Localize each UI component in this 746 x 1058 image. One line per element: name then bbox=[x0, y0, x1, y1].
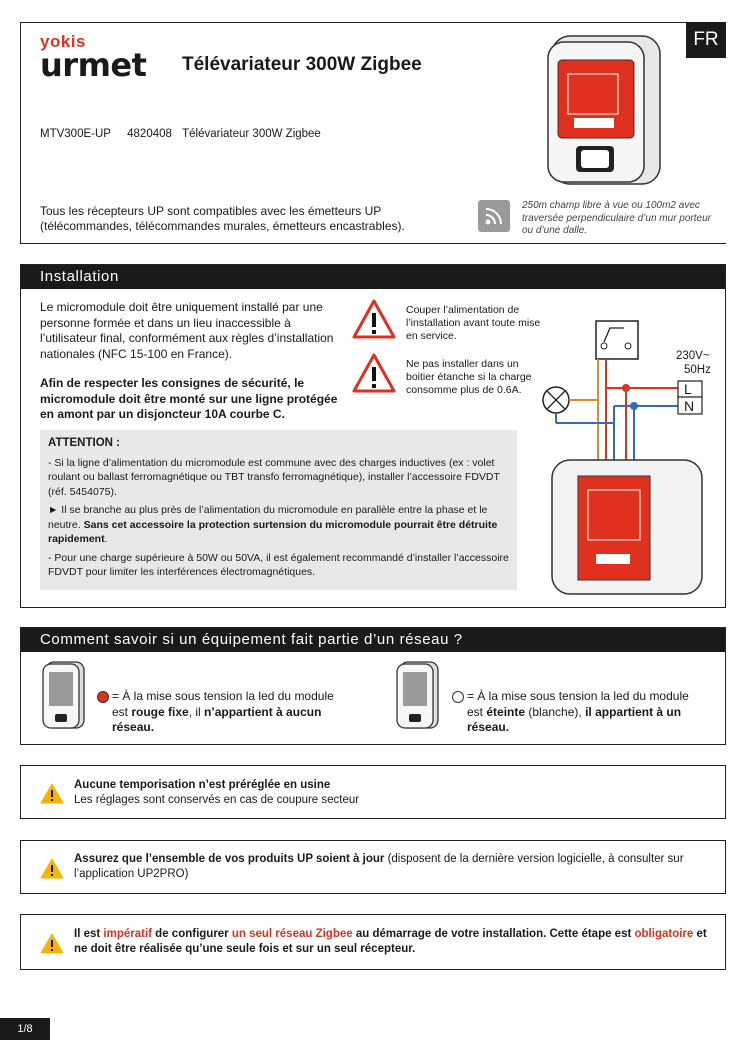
compat-text: Tous les récepteurs UP sont compatibles avec les émetteurs UP (télécommandes, télécommandes murales, émetteurs encastrables). bbox=[40, 204, 405, 233]
neutral-label: N bbox=[684, 398, 695, 414]
warning-triangle-icon bbox=[351, 352, 397, 394]
attention-p1: - Si la ligne d’alimentation du micromodule est commune avec des charges inductives (ex : volet roulant ou ballast ferromagnétique ou TBT transfo ferromagnétique), installer l’accessoire FDVDT (réf. 5454075). bbox=[48, 456, 500, 498]
caution-icon bbox=[40, 933, 64, 954]
wireless-icon bbox=[478, 200, 510, 232]
network-heading: Comment savoir si un équipement fait partie d’un réseau ? bbox=[21, 628, 725, 652]
note-3-f: obligatoire bbox=[634, 928, 694, 940]
product-line bbox=[40, 127, 321, 142]
lang-tag: FR bbox=[686, 22, 726, 58]
frequency-label: 50Hz bbox=[684, 364, 711, 376]
led-off-indicator bbox=[452, 691, 464, 703]
caution-icon bbox=[40, 858, 64, 879]
network-left-b: rouge fixe bbox=[131, 704, 189, 719]
brand-logo bbox=[40, 32, 147, 84]
line-label: L bbox=[684, 381, 692, 397]
installation-intro: Le micromodule doit être uniquement installé par une personne formée et dans un lieu inaccessible à l’utilisateur final, conformément aux règles d’installation nationales (NFC 15-100 en France). bbox=[40, 300, 334, 361]
note-3-c: de configurer bbox=[151, 928, 232, 940]
network-left-text bbox=[112, 689, 348, 736]
note-3-text bbox=[74, 927, 714, 957]
network-right-text bbox=[467, 689, 707, 736]
attention-p2 bbox=[48, 503, 509, 547]
attention-p2-text: ► Il se branche au plus près de l’alimentation du micromodule en parallèle entre la phase et le neutre. bbox=[48, 504, 488, 531]
module-image bbox=[42, 660, 86, 730]
caution-icon bbox=[40, 783, 64, 804]
led-red-indicator bbox=[97, 691, 109, 703]
module-image bbox=[396, 660, 440, 730]
network-left-c: , il bbox=[188, 704, 205, 719]
product-ref: MTV300E-UP bbox=[40, 128, 111, 140]
warning-1: Couper l’alimentation de l’installation avant toute mise en service. bbox=[406, 304, 541, 342]
voltage-label: 230V~ bbox=[676, 350, 710, 362]
note-1-text bbox=[74, 778, 359, 808]
attention-p3: - Pour une charge supérieure à 50W ou 50VA, il est également recommandé d’installer l’accessoire FDVDT pour limiter les interférences électromagnétiques. bbox=[48, 551, 509, 578]
note-3-e: au démarrage de votre installation. Cette étape est bbox=[352, 928, 635, 940]
brand-bottom: urmet bbox=[40, 46, 147, 84]
warning-triangle-icon bbox=[351, 298, 397, 340]
network-left-d: n’appartient à aucun réseau. bbox=[112, 704, 322, 734]
note-3-a: Il est bbox=[74, 928, 104, 940]
note-2-body: (disposent de la dernière version logicielle, à consulter sur l’application UP2PRO) bbox=[74, 853, 684, 880]
network-left-a: = À la mise sous tension la led du module est bbox=[112, 689, 334, 719]
note-3-b: impératif bbox=[103, 928, 152, 940]
attention-title: ATTENTION : bbox=[48, 437, 120, 449]
range-text: 250m champ libre à vue ou 100m2 avec traversée perpendiculaire d’un mur porteur ou d’une dalle. bbox=[522, 200, 711, 236]
note-2-text bbox=[74, 852, 714, 882]
page-number: 1/8 bbox=[0, 1018, 50, 1040]
product-name: Télévariateur 300W Zigbee bbox=[182, 128, 321, 140]
warning-2: Ne pas installer dans un boitier étanche si la charge consomme plus de 0.6A. bbox=[406, 358, 532, 396]
attention-box bbox=[40, 430, 517, 590]
attention-p2-bold: Sans cet accessoire la protection surtension du micromodule pourrait être détruite rapidement bbox=[48, 518, 498, 545]
attention-p2-end: . bbox=[104, 533, 108, 545]
brand-top: yokis bbox=[40, 32, 86, 51]
note-1-title: Aucune temporisation n’est préréglée en usine bbox=[74, 779, 331, 791]
network-right-b: éteinte bbox=[486, 704, 526, 719]
installation-heading: Installation bbox=[21, 265, 725, 289]
page-title: Télévariateur 300W Zigbee bbox=[182, 54, 422, 75]
network-right-c: (blanche), bbox=[525, 704, 586, 719]
note-3-g: et ne doit être réalisée qu’une seule fois et sur un seul récepteur. bbox=[74, 928, 707, 955]
note-3-d: un seul réseau Zigbee bbox=[231, 928, 353, 940]
note-1-body: Les réglages sont conservés en cas de coupure secteur bbox=[74, 794, 360, 806]
product-image bbox=[538, 30, 668, 188]
network-right-d: il appartient à un réseau. bbox=[467, 704, 682, 734]
product-code: 4820408 bbox=[127, 128, 172, 140]
note-2-title: Assurez que l’ensemble de vos produits UP soient à jour bbox=[74, 853, 385, 865]
network-right-a: = À la mise sous tension la led du module est bbox=[467, 689, 689, 719]
installation-safety: Afin de respecter les consignes de sécurité, le micromodule doit être monté sur une ligne protégée en amont par un disjoncteur 10A courbe C. bbox=[40, 376, 338, 421]
